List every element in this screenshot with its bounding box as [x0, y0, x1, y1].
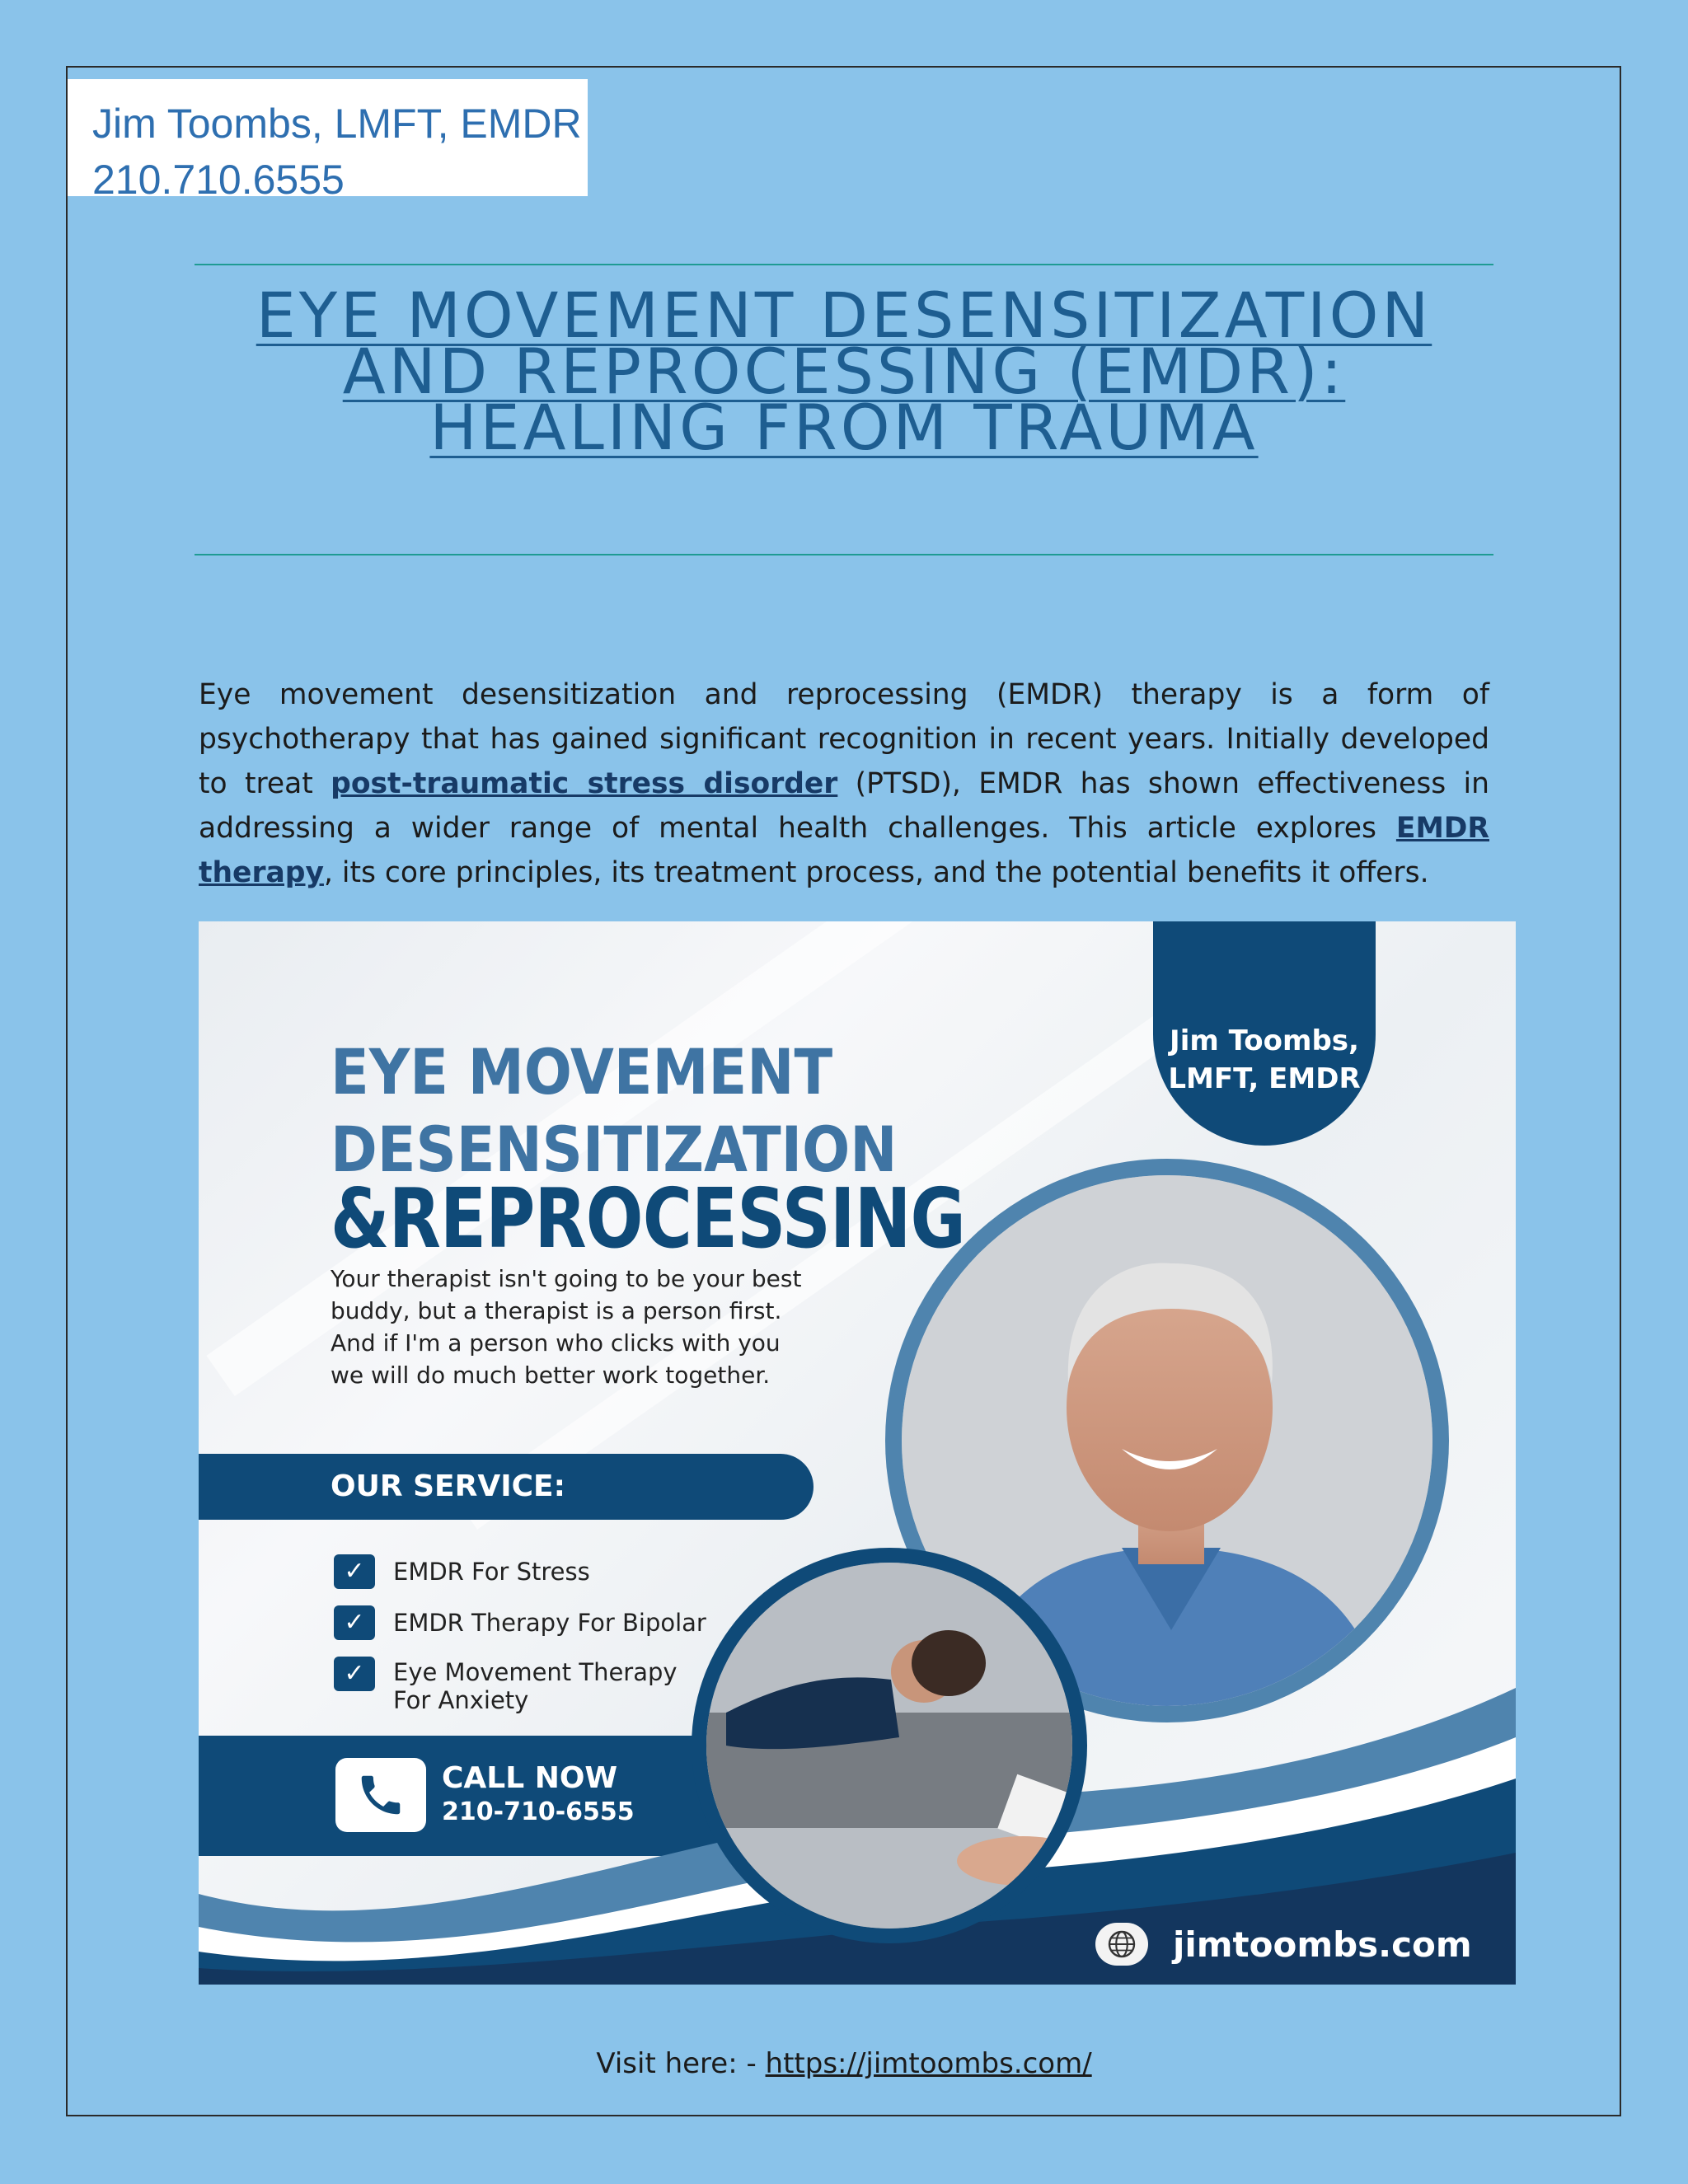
globe-icon — [1095, 1923, 1148, 1966]
footer-link[interactable]: https://jimtoombs.com/ — [765, 2047, 1092, 2080]
intro-text-1: Eye movement desensitization and reprocessing (EMDR) therapy is a form of psychotherapy that has gained significant recognition in recent years. Initially developed to treat — [199, 678, 1489, 800]
promo-graphics — [199, 921, 1516, 1985]
service-title-bar: OUR SERVICE: — [199, 1454, 814, 1520]
title-line-3[interactable]: HEALING FROM TRAUMA — [429, 391, 1259, 464]
title-line-1[interactable]: EYE MOVEMENT DESENSITIZATION — [256, 279, 1432, 352]
service-label: EMDR For Stress — [393, 1558, 590, 1586]
call-now-label: CALL NOW — [442, 1761, 618, 1795]
promo-heading-2: DESENSITIZATION — [331, 1113, 898, 1186]
badge-line-1: Jim Toombs, — [1170, 1024, 1359, 1057]
intro-text-2: (PTSD), EMDR has shown effectiveness in addressing a wider range of mental health challenges. This article explores — [199, 767, 1489, 845]
promo-website-label: jimtoombs.com — [1173, 1924, 1472, 1965]
checkbox-icon: ✓ — [334, 1554, 375, 1589]
contact-header — [68, 79, 588, 203]
title-line-2[interactable]: AND REPROCESSING (EMDR): — [342, 335, 1346, 408]
page-title — [195, 279, 1493, 464]
footer — [0, 2047, 1688, 2080]
service-label: EMDR Therapy For Bipolar — [393, 1609, 706, 1637]
checkbox-icon: ✓ — [334, 1657, 375, 1691]
promo-banner-image — [199, 921, 1516, 1985]
emdr-therapy-link[interactable]: EMDR therapy — [199, 812, 1489, 889]
footer-label: Visit here: - — [596, 2047, 766, 2080]
therapist-name: Jim Toombs, LMFT, EMDR — [92, 101, 582, 147]
promo-heading-1: EYE MOVEMENT — [331, 1035, 833, 1108]
title-rule-bottom — [195, 554, 1493, 555]
intro-paragraph — [199, 673, 1489, 895]
title-rule-top — [195, 264, 1493, 265]
badge-line-2: LMFT, EMDR — [1168, 1062, 1361, 1095]
header-phone: 210.710.6555 — [92, 157, 345, 203]
promo-website[interactable] — [1095, 1923, 1472, 1966]
call-number: 210-710-6555 — [442, 1797, 635, 1826]
intro-text-3: , its core principles, its treatment process, and the potential benefits it offers. — [323, 856, 1429, 889]
ptsd-link[interactable]: post-traumatic stress disorder — [331, 767, 838, 800]
promo-heading-3: &REPROCESSING — [331, 1170, 966, 1267]
promo-tagline: Your therapist isn't going to be your best buddy, but a therapist is a person first. And if I'm a person who clicks with you we will do much better work together. — [331, 1265, 802, 1389]
service-label: Eye Movement Therapy For Anxiety — [393, 1658, 678, 1714]
checkbox-icon: ✓ — [334, 1605, 375, 1640]
